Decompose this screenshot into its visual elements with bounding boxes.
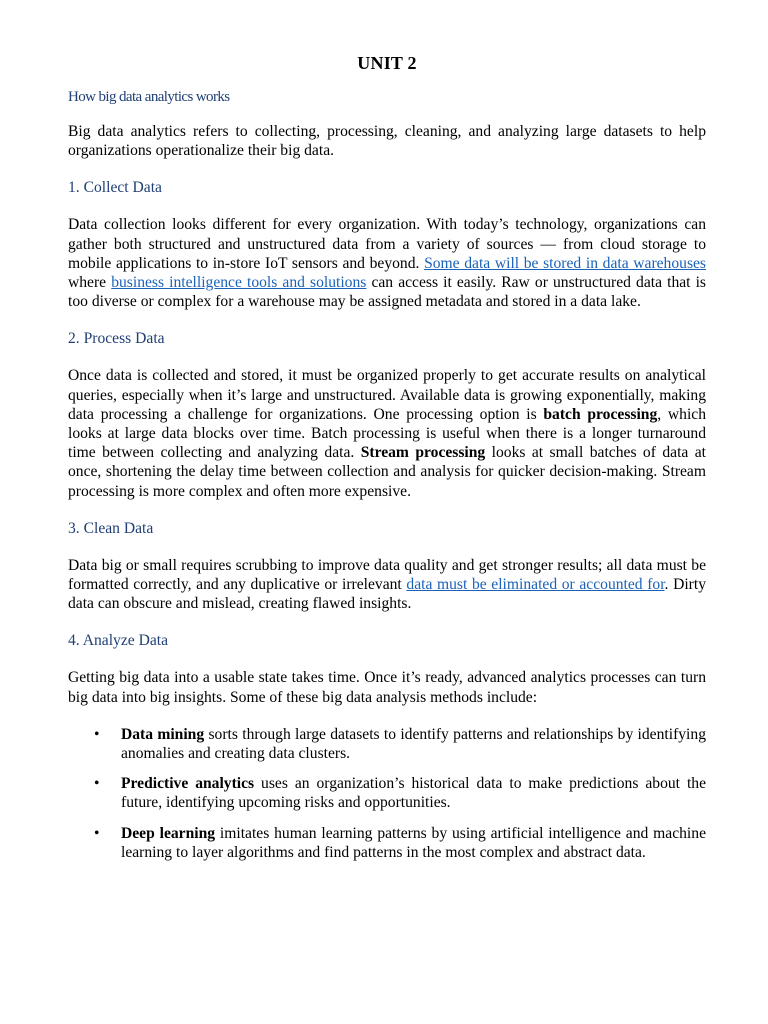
method-term: Deep learning bbox=[121, 824, 216, 842]
method-description: sorts through large datasets to identify patterns and relationships by identifying anomalies and creating data clusters. bbox=[121, 725, 706, 763]
collect-text-2: where bbox=[68, 274, 112, 292]
page-title: UNIT 2 bbox=[357, 53, 417, 73]
data-warehouses-link[interactable]: Some data will be stored in data warehouses bbox=[424, 254, 707, 272]
process-paragraph bbox=[68, 366, 706, 500]
analyze-intro-paragraph: Getting big data into a usable state takes time. Once it’s ready, advanced analytics processes can turn big data into big insights. Some of these big data analysis methods include: bbox=[68, 669, 706, 706]
clean-text-1: Data big or small requires scrubbing to improve data quality and get stronger results; all data must be formatted correctly, and any duplicative or irrelevant bbox=[68, 556, 706, 594]
list-item bbox=[68, 774, 706, 812]
clean-paragraph bbox=[68, 556, 706, 614]
bullet-icon: • bbox=[94, 824, 100, 842]
method-text bbox=[121, 725, 706, 763]
clean-text-2: . Dirty data can obscure and mislead, creating flawed insights. bbox=[68, 576, 706, 613]
bullet-icon: • bbox=[94, 775, 100, 793]
eliminated-data-link[interactable]: data must be eliminated or accounted for bbox=[406, 576, 665, 594]
method-text bbox=[121, 824, 706, 862]
list-item bbox=[68, 725, 706, 763]
method-term: Predictive analytics bbox=[121, 775, 255, 793]
section-heading-collect: 1. Collect Data bbox=[68, 179, 162, 197]
bi-tools-link[interactable]: business intelligence tools and solutions bbox=[111, 274, 367, 292]
page-subtitle: How big data analytics works bbox=[68, 89, 230, 105]
method-text bbox=[121, 774, 706, 812]
collect-text-1: Data collection looks different for every organization. With today’s technology, organizations can gather both structured and unstructured data from a variety of sources — from cloud storage to mobile applications to in-store IoT sensors and beyond. bbox=[68, 216, 706, 272]
method-term: Data mining bbox=[121, 725, 205, 743]
process-text-1: Once data is collected and stored, it must be organized properly to get accurate results on analytical queries, especially when it’s large and unstructured. Available data is growing exponentially, making data processing a challenge for organizations. One processing option is bbox=[68, 367, 706, 423]
collect-paragraph bbox=[68, 215, 706, 311]
analysis-methods-list bbox=[68, 725, 706, 862]
stream-processing-term: Stream processing bbox=[360, 444, 486, 462]
section-heading-analyze: 4. Analyze Data bbox=[68, 632, 169, 650]
process-text-3: looks at small batches of data at once, shortening the delay time between collection and analysis for quicker decision-making. Stream processing is more complex and often more expensive. bbox=[68, 444, 706, 500]
method-description: imitates human learning patterns by using artificial intelligence and machine learning to layer algorithms and find patterns in the most complex and abstract data. bbox=[121, 824, 706, 861]
bullet-icon: • bbox=[94, 725, 100, 743]
batch-processing-term: batch processing bbox=[543, 405, 658, 423]
intro-paragraph: Big data analytics refers to collecting, processing, cleaning, and analyzing large datasets to help organizations operationalize their big data. bbox=[68, 123, 706, 160]
list-item bbox=[68, 824, 706, 862]
section-heading-process: 2. Process Data bbox=[68, 330, 165, 348]
method-description: uses an organization’s historical data to make predictions about the future, identifying upcoming risks and opportunities. bbox=[121, 775, 706, 812]
collect-text-3: can access it easily. Raw or unstructured data that is too diverse or complex for a warehouse may be assigned metadata and stored in a data lake. bbox=[68, 274, 706, 311]
process-text-2: , which looks at large data blocks over time. Batch processing is useful when there is a longer turnaround time between collecting and analyzing data. bbox=[68, 405, 707, 462]
section-heading-clean: 3. Clean Data bbox=[68, 519, 154, 537]
